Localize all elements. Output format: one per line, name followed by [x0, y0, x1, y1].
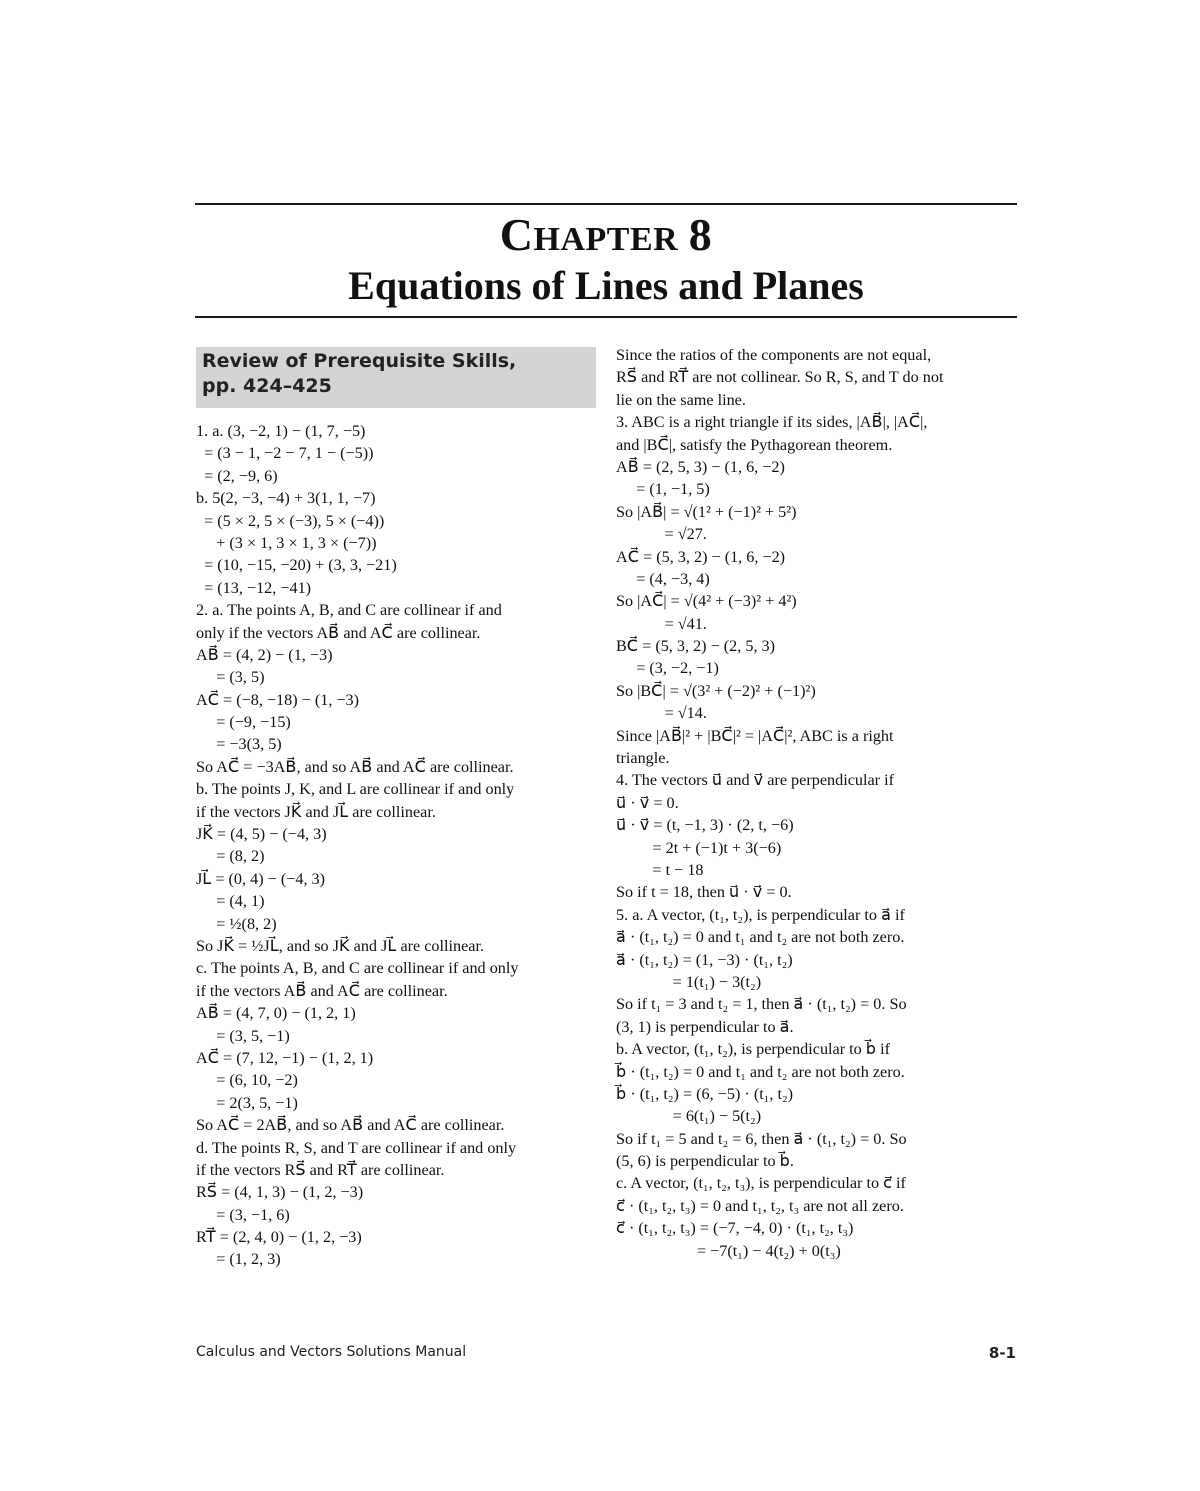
solution-line: AC⃗ = (5, 3, 2) − (1, 6, −2) [616, 547, 786, 566]
solution-line: = (5 × 2, 5 × (−3), 5 × (−4)) [196, 511, 385, 530]
solution-line: = 2t + (−1)t + 3(−6) [616, 838, 782, 857]
solution-line: = (3, −2, −1) [616, 659, 719, 678]
solution-line: = (1, −1, 5) [616, 480, 710, 499]
solution-line: So if t₁ = 3 and t₂ = 1, then a⃗ · (t₁, t₂) = 0. So [616, 995, 907, 1014]
solution-line: = (−9, −15) [196, 713, 291, 732]
solution-line: So AC⃗ = −3AB⃗, and so AB⃗ and AC⃗ are collinear. [196, 757, 514, 776]
solution-line: AC⃗ = (−8, −18) − (1, −3) [196, 690, 360, 709]
solution-line: = (3 − 1, −2 − 7, 1 − (−5)) [196, 444, 374, 463]
title-rule [195, 316, 1017, 318]
solution-line: = 6(t₁) − 5(t₂) [616, 1107, 762, 1126]
solution-line: JK⃗ = (4, 5) − (−4, 3) [196, 825, 327, 844]
solution-line: b. A vector, (t₁, t₂), is perpendicular to b⃗ if [616, 1040, 890, 1059]
solution-line: 1. a. (3, −2, 1) − (1, 7, −5) [196, 422, 366, 440]
solution-line: = ½(8, 2) [196, 914, 277, 933]
solution-line: b. The points J, K, and L are collinear if and only [196, 780, 515, 799]
solution-line: So if t = 18, then u⃗ · v⃗ = 0. [616, 883, 792, 902]
solution-line: = 2(3, 5, −1) [196, 1093, 298, 1112]
solution-line: = (4, 1) [196, 892, 265, 911]
solution-line: = t − 18 [616, 860, 704, 879]
section-heading-line1: Review of Prerequisite Skills, [202, 350, 517, 372]
solution-line: BC⃗ = (5, 3, 2) − (2, 5, 3) [616, 637, 776, 656]
solution-line: and |BC⃗|, satisfy the Pythagorean theorem. [616, 435, 893, 454]
solution-line: = √41. [616, 614, 707, 633]
solution-line: = (2, −9, 6) [196, 466, 278, 485]
section-heading-line2: pp. 424–425 [202, 375, 332, 397]
solution-line: = (3, 5, −1) [196, 1026, 290, 1045]
solution-line: Since the ratios of the components are not equal, [616, 346, 932, 364]
solution-line: u⃗ · v⃗ = (t, −1, 3) · (2, t, −6) [616, 816, 794, 835]
solution-line: So if t₁ = 5 and t₂ = 6, then a⃗ · (t₁, t₂) = 0. So [616, 1129, 907, 1148]
solution-line: AB⃗ = (4, 2) − (1, −3) [196, 645, 333, 664]
solution-line: = √27. [616, 525, 707, 544]
solution-line: triangle. [616, 749, 670, 768]
solution-line: 4. The vectors u⃗ and v⃗ are perpendicular if [616, 771, 894, 790]
solution-line: = (10, −15, −20) + (3, 3, −21) [196, 556, 397, 575]
chapter-title: Equations of Lines and Planes [348, 263, 864, 308]
solution-line: if the vectors AB⃗ and AC⃗ are collinear. [196, 981, 448, 1000]
solution-line: a⃗ · (t₁, t₂) = (1, −3) · (t₁, t₂) [616, 950, 793, 969]
solution-line: = (6, 10, −2) [196, 1071, 298, 1090]
solution-line: c. A vector, (t₁, t₂, t₃), is perpendicular to c⃗ if [616, 1174, 906, 1193]
footer-book-title: Calculus and Vectors Solutions Manual [196, 1344, 467, 1360]
solution-line: So JK⃗ = ½JL⃗, and so JK⃗ and JL⃗ are collinear. [196, 936, 485, 955]
solution-line: d. The points R, S, and T are collinear if and only [196, 1138, 517, 1157]
solution-line: = (1, 2, 3) [196, 1250, 281, 1269]
solution-line: c⃗ · (t₁, t₂, t₃) = (−7, −4, 0) · (t₁, t₂, t₃) [616, 1219, 854, 1238]
solution-line: So |AB⃗| = √(1² + (−1)² + 5²) [616, 502, 797, 521]
solution-line: So |BC⃗| = √(3² + (−2)² + (−1)²) [616, 681, 816, 700]
solution-line: b. 5(2, −3, −4) + 3(1, 1, −7) [196, 489, 376, 508]
solution-line: = √14. [616, 704, 707, 723]
solution-line: b⃗ · (t₁, t₂) = (6, −5) · (t₁, t₂) [616, 1084, 793, 1103]
solution-line: 2. a. The points A, B, and C are collinear if and [196, 601, 502, 620]
chapter-label: CHAPTER 8 [499, 209, 713, 260]
solution-line: = (4, −3, 4) [616, 569, 710, 588]
right-column [616, 344, 1016, 1262]
solution-line: (5, 6) is perpendicular to b⃗. [616, 1152, 794, 1171]
solution-line: c. The points A, B, and C are collinear if and only [196, 959, 519, 978]
solution-line: = (3, −1, 6) [196, 1205, 290, 1224]
section-heading [196, 347, 596, 408]
solution-line: RT⃗ = (2, 4, 0) − (1, 2, −3) [196, 1228, 362, 1247]
solution-line: = 1(t₁) − 3(t₂) [616, 972, 762, 991]
solution-line: if the vectors RS⃗ and RT⃗ are collinear. [196, 1160, 445, 1179]
footer-page-number: 8-1 [988, 1344, 1016, 1362]
solution-line: = (3, 5) [196, 668, 265, 687]
solution-line: = (13, −12, −41) [196, 578, 312, 597]
solution-line: (3, 1) is perpendicular to a⃗. [616, 1017, 794, 1036]
left-column [196, 420, 591, 1271]
solution-line: only if the vectors AB⃗ and AC⃗ are collinear. [196, 623, 481, 642]
solution-line: AB⃗ = (4, 7, 0) − (1, 2, 1) [196, 1004, 356, 1023]
solution-line: So AC⃗ = 2AB⃗, and so AB⃗ and AC⃗ are collinear. [196, 1116, 505, 1135]
solution-line: AC⃗ = (7, 12, −1) − (1, 2, 1) [196, 1048, 374, 1067]
solution-line: lie on the same line. [616, 390, 746, 409]
solution-line: AB⃗ = (2, 5, 3) − (1, 6, −2) [616, 457, 785, 476]
solution-line: c⃗ · (t₁, t₂, t₃) = 0 and t₁, t₂, t₃ are not all zero. [616, 1196, 904, 1215]
solution-line: JL⃗ = (0, 4) − (−4, 3) [196, 869, 326, 888]
solution-line: = −7(t₁) − 4(t₂) + 0(t₃) [616, 1241, 841, 1260]
solution-line: RS⃗ = (4, 1, 3) − (1, 2, −3) [196, 1183, 364, 1202]
solution-line: = −3(3, 5) [196, 735, 282, 754]
solution-line: if the vectors JK⃗ and JL⃗ are collinear. [196, 802, 436, 821]
solution-line: So |AC⃗| = √(4² + (−3)² + 4²) [616, 592, 797, 611]
solution-line: 5. a. A vector, (t₁, t₂), is perpendicular to a⃗ if [616, 905, 905, 924]
solution-line: a⃗ · (t₁, t₂) = 0 and t₁ and t₂ are not both zero. [616, 928, 905, 947]
solution-line: RS⃗ and RT⃗ are not collinear. So R, S, and T do not [616, 368, 944, 387]
solution-line: b⃗ · (t₁, t₂) = 0 and t₁ and t₂ are not both zero. [616, 1062, 905, 1081]
solution-line: + (3 × 1, 3 × 1, 3 × (−7)) [196, 533, 377, 552]
solution-line: 3. ABC is a right triangle if its sides, |AB⃗|, |AC⃗|, [616, 413, 928, 432]
solution-line: u⃗ · v⃗ = 0. [616, 793, 679, 812]
solution-line: Since |AB⃗|² + |BC⃗|² = |AC⃗|², ABC is a right [616, 726, 894, 745]
top-rule [195, 203, 1017, 205]
solution-line: = (8, 2) [196, 847, 265, 866]
